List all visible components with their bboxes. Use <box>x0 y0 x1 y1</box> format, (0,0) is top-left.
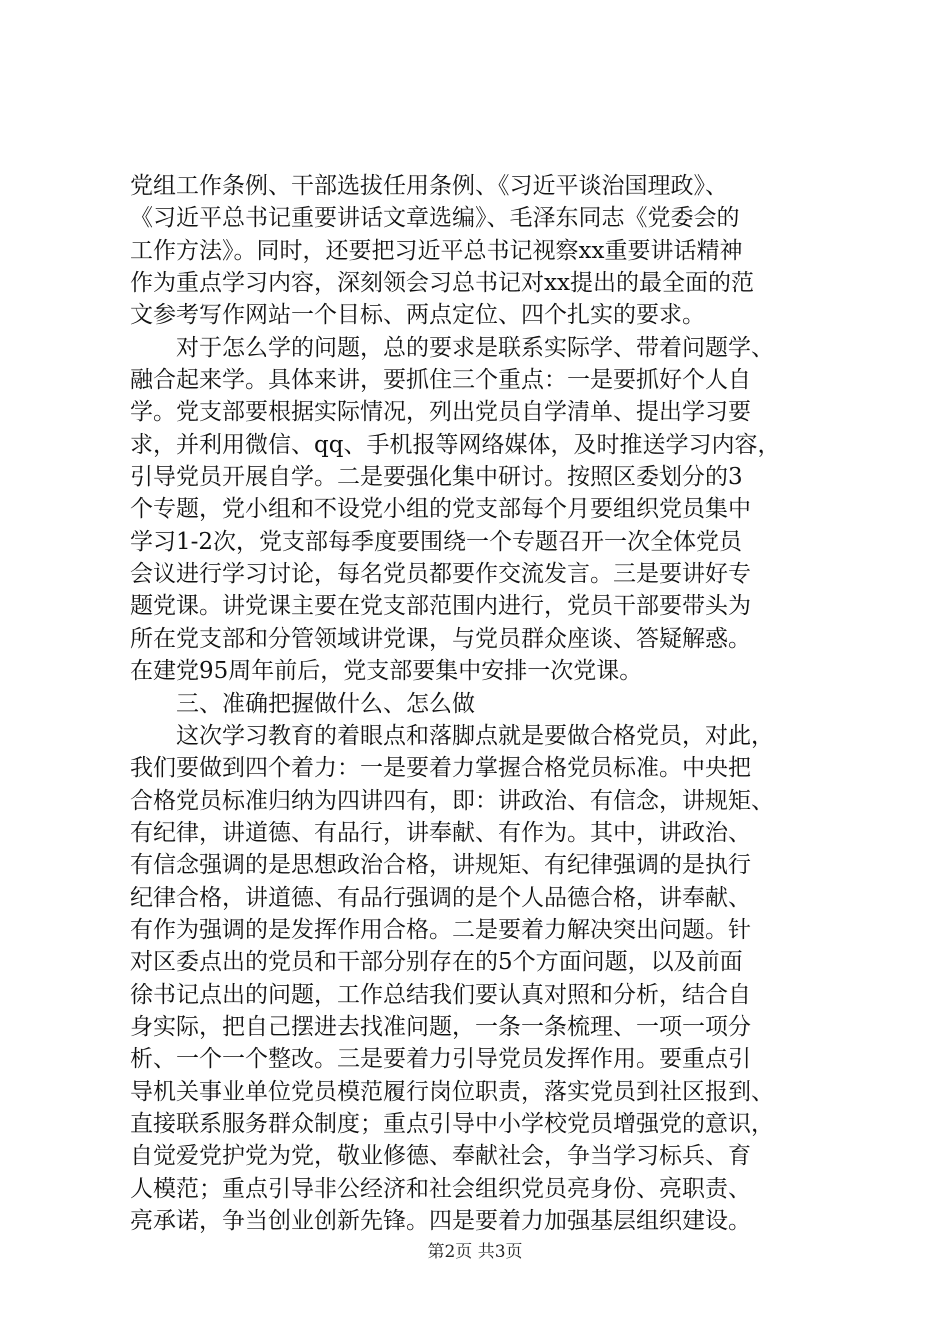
text-line: 这次学习教育的着眼点和落脚点就是要做合格党员，对此， <box>130 722 774 749</box>
text-line: 个专题，党小组和不设党小组的党支部每个月要组织党员集中 <box>130 496 751 523</box>
text-line: 求，并利用微信、qq、手机报等网络媒体，及时推送学习内容， <box>130 431 781 458</box>
text-line: 对于怎么学的问题，总的要求是联系实际学、带着问题学、 <box>130 334 774 361</box>
text-line: 纪律合格，讲道德、有品行强调的是个人品德合格，讲奉献、 <box>130 884 751 911</box>
text-line: 有纪律，讲道德、有品行，讲奉献、有作为。其中，讲政治、 <box>130 819 751 846</box>
text-line: 我们要做到四个着力：一是要着力掌握合格党员标准。中央把 <box>130 755 751 782</box>
body-text <box>130 170 830 1237</box>
text-line: 导机关事业单位党员模范履行岗位职责，落实党员到社区报到、 <box>130 1078 774 1105</box>
text-line: 题党课。讲党课主要在党支部范围内进行，党员干部要带头为 <box>130 593 751 620</box>
section-heading: 三、准确把握做什么、怎么做 <box>130 690 475 717</box>
text-line: 亮承诺，争当创业创新先锋。四是要着力加强基层组织建设。 <box>130 1208 751 1234</box>
text-line: 合格党员标准归纳为四讲四有，即：讲政治、有信念，讲规矩、 <box>130 787 774 814</box>
page-number-footer: 第2页 共3页 <box>427 1242 523 1262</box>
text-line: 学。党支部要根据实际情况，列出党员自学清单、提出学习要 <box>130 399 751 426</box>
text-line: 作为重点学习内容，深刻领会习总书记对xx提出的最全面的范 <box>130 270 754 297</box>
text-line: 直接联系服务群众制度；重点引导中小学校党员增强党的意识， <box>130 1110 774 1137</box>
text-line: 徐书记点出的问题，工作总结我们要认真对照和分析，结合自 <box>130 981 751 1008</box>
text-line: 自觉爱党护党为党，敬业修德、奉献社会，争当学习标兵、育 <box>130 1143 751 1170</box>
text-line: 会议进行学习讨论，每名党员都要作交流发言。三是要讲好专 <box>130 561 751 588</box>
text-line: 有信念强调的是思想政治合格，讲规矩、有纪律强调的是执行 <box>130 852 751 879</box>
text-line: 身实际，把自己摆进去找准问题，一条一条梳理、一项一项分 <box>130 1013 751 1040</box>
text-line: 有作为强调的是发挥作用合格。二是要着力解决突出问题。针 <box>130 916 751 943</box>
text-line: 文参考写作网站一个目标、两点定位、四个扎实的要求。 <box>130 302 705 329</box>
text-line: 在建党95周年前后，党支部要集中安排一次党课。 <box>130 658 643 685</box>
text-line: 党组工作条例、干部选拔任用条例、《习近平谈治国理政》、 <box>130 173 728 199</box>
text-line: 所在党支部和分管领域讲党课，与党员群众座谈、答疑解惑。 <box>130 625 751 652</box>
text-line: 析、一个一个整改。三是要着力引导党员发挥作用。要重点引 <box>130 1046 751 1073</box>
text-line: 学习1-2次，党支部每季度要围绕一个专题召开一次全体党员 <box>130 528 743 555</box>
text-line: 融合起来学。具体来讲，要抓住三个重点：一是要抓好个人自 <box>130 367 751 394</box>
text-line: 《习近平总书记重要讲话文章选编》、毛泽东同志《党委会的 <box>130 205 740 232</box>
text-line: 工作方法》。同时，还要把习近平总书记视察xx重要讲话精神 <box>130 237 743 264</box>
text-line: 对区委点出的党员和干部分别存在的5个方面问题，以及前面 <box>130 949 743 976</box>
text-line: 人模范；重点引导非公经济和社会组织党员亮身份、亮职责、 <box>130 1175 751 1202</box>
text-line: 引导党员开展自学。二是要强化集中研讨。按照区委划分的3 <box>130 464 743 491</box>
